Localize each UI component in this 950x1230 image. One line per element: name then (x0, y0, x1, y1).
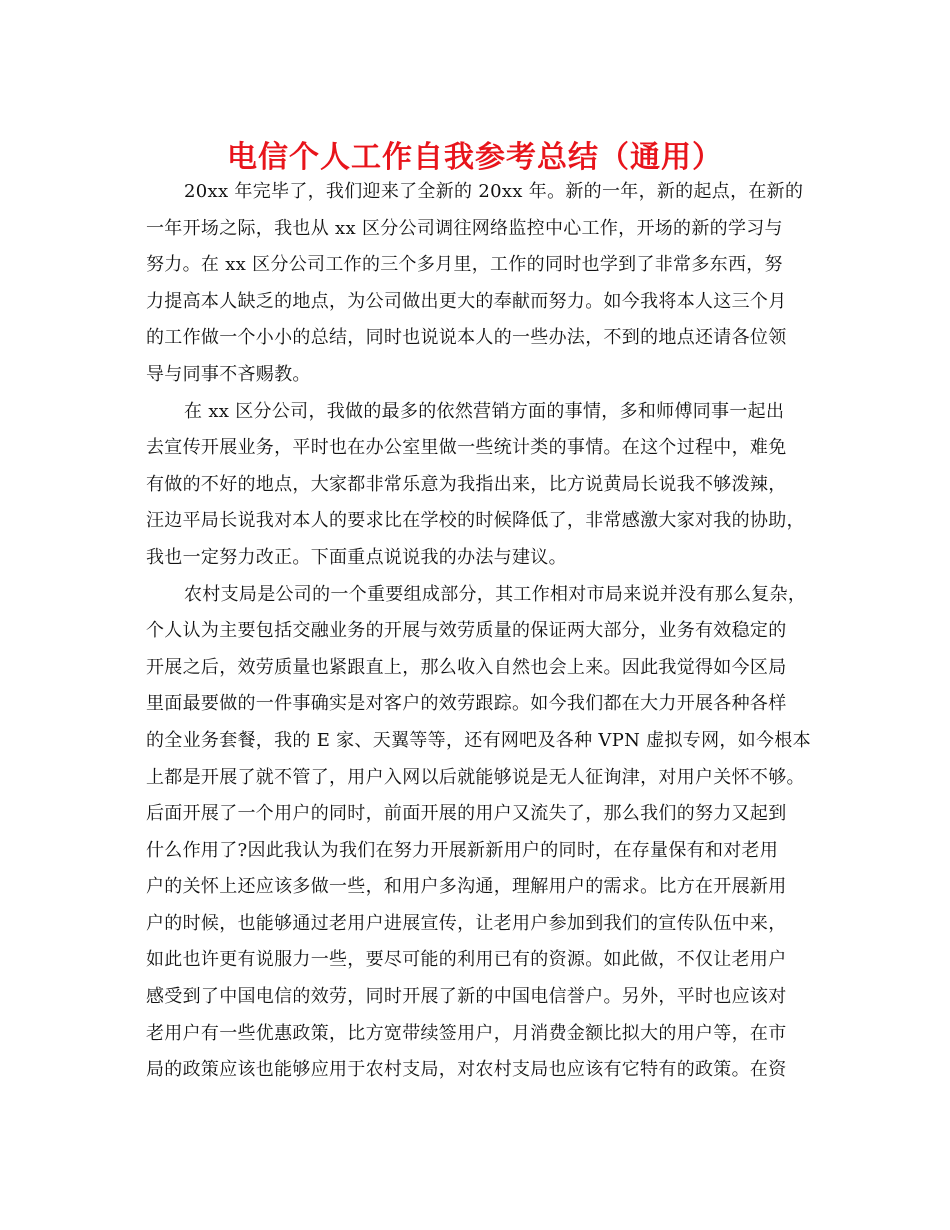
paragraph-line: 努力。在 xx 区分公司工作的三个多月里，工作的同时也学到了非常多东西，努 (146, 254, 783, 276)
paragraph-line: 在 xx 区分公司，我做的最多的依然营销方面的事情，多和师傅同事一起出 (184, 400, 785, 422)
paragraph-line: 老用户有一些优惠政策，比方宽带续签用户，月消费金额比拟大的用户等，在市 (146, 1022, 787, 1044)
paragraph-line: 户的时候，也能够通过老用户进展宣传，让老用户参加到我们的宣传队伍中来， (146, 912, 787, 934)
paragraph-line: 农村支局是公司的一个重要组成部分，其工作相对市局来说并没有那么复杂， (184, 583, 807, 605)
paragraph-line: 20xx 年完毕了，我们迎来了全新的 20xx 年。新的一年，新的起点，在新的 (184, 181, 804, 202)
document-body (146, 174, 811, 1089)
paragraph-line: 的工作做一个小小的总结，同时也说说本人的一些办法，不到的地点还请各位领 (146, 327, 787, 349)
paragraph-line: 汪边平局长说我对本人的要求比在学校的时候降低了，非常感激大家对我的协助， (146, 510, 805, 532)
document-title: 电信个人工作自我参考总结（通用） (227, 140, 723, 175)
paragraph-line: 一年开场之际，我也从 xx 区分公司调往网络监控中心工作，开场的新的学习与 (146, 217, 783, 239)
paragraph-line: 个人认为主要包括交融业务的开展与效劳质量的保证两大部分，业务有效稳定的 (146, 620, 787, 642)
paragraph-line: 的全业务套餐，我的 E 家、天翼等等，还有网吧及各种 VPN 虚拟专网，如今根本 (146, 729, 811, 751)
paragraph-line: 后面开展了一个用户的同时，前面开展的用户又流失了，那么我们的努力又起到 (146, 803, 787, 825)
paragraph-line: 什么作用了?因此我认为我们在努力开展新新用户的同时，在存量保有和对老用 (146, 839, 779, 861)
paragraph-line: 有做的不好的地点，大家都非常乐意为我指出来，比方说黄局长说我不够泼辣， (146, 473, 787, 495)
paragraph-line: 力提高本人缺乏的地点，为公司做出更大的奉献而努力。如今我将本人这三个月 (146, 290, 787, 312)
paragraph-line: 上都是开展了就不管了，用户入网以后就能够说是无人征询津，对用户关怀不够。 (146, 766, 805, 788)
paragraph-line: 局的政策应该也能够应用于农村支局，对农村支局也应该有它特有的政策。在资 (146, 1059, 787, 1081)
paragraph-line: 开展之后，效劳质量也紧跟直上，那么收入自然也会上来。因此我觉得如今区局 (146, 656, 787, 678)
paragraph-line: 里面最要做的一件事确实是对客户的效劳跟踪。如今我们都在大力开展各种各样 (146, 693, 787, 715)
paragraph-line: 去宣传开展业务，平时也在办公室里做一些统计类的事情。在这个过程中，难免 (146, 437, 787, 459)
paragraph-line: 我也一定努力改正。下面重点说说我的办法与建议。 (146, 546, 567, 568)
paragraph-line: 如此也许更有说服力一些，要尽可能的利用已有的资源。如此做，不仅让老用户 (146, 949, 787, 971)
paragraph-line: 感受到了中国电信的效劳，同时开展了新的中国电信誉户。另外，平时也应该对 (146, 986, 787, 1008)
paragraph-line: 户的关怀上还应该多做一些，和用户多沟通，理解用户的需求。比方在开展新用 (146, 876, 787, 898)
paragraph-line: 导与同事不吝赐教。 (146, 363, 311, 385)
